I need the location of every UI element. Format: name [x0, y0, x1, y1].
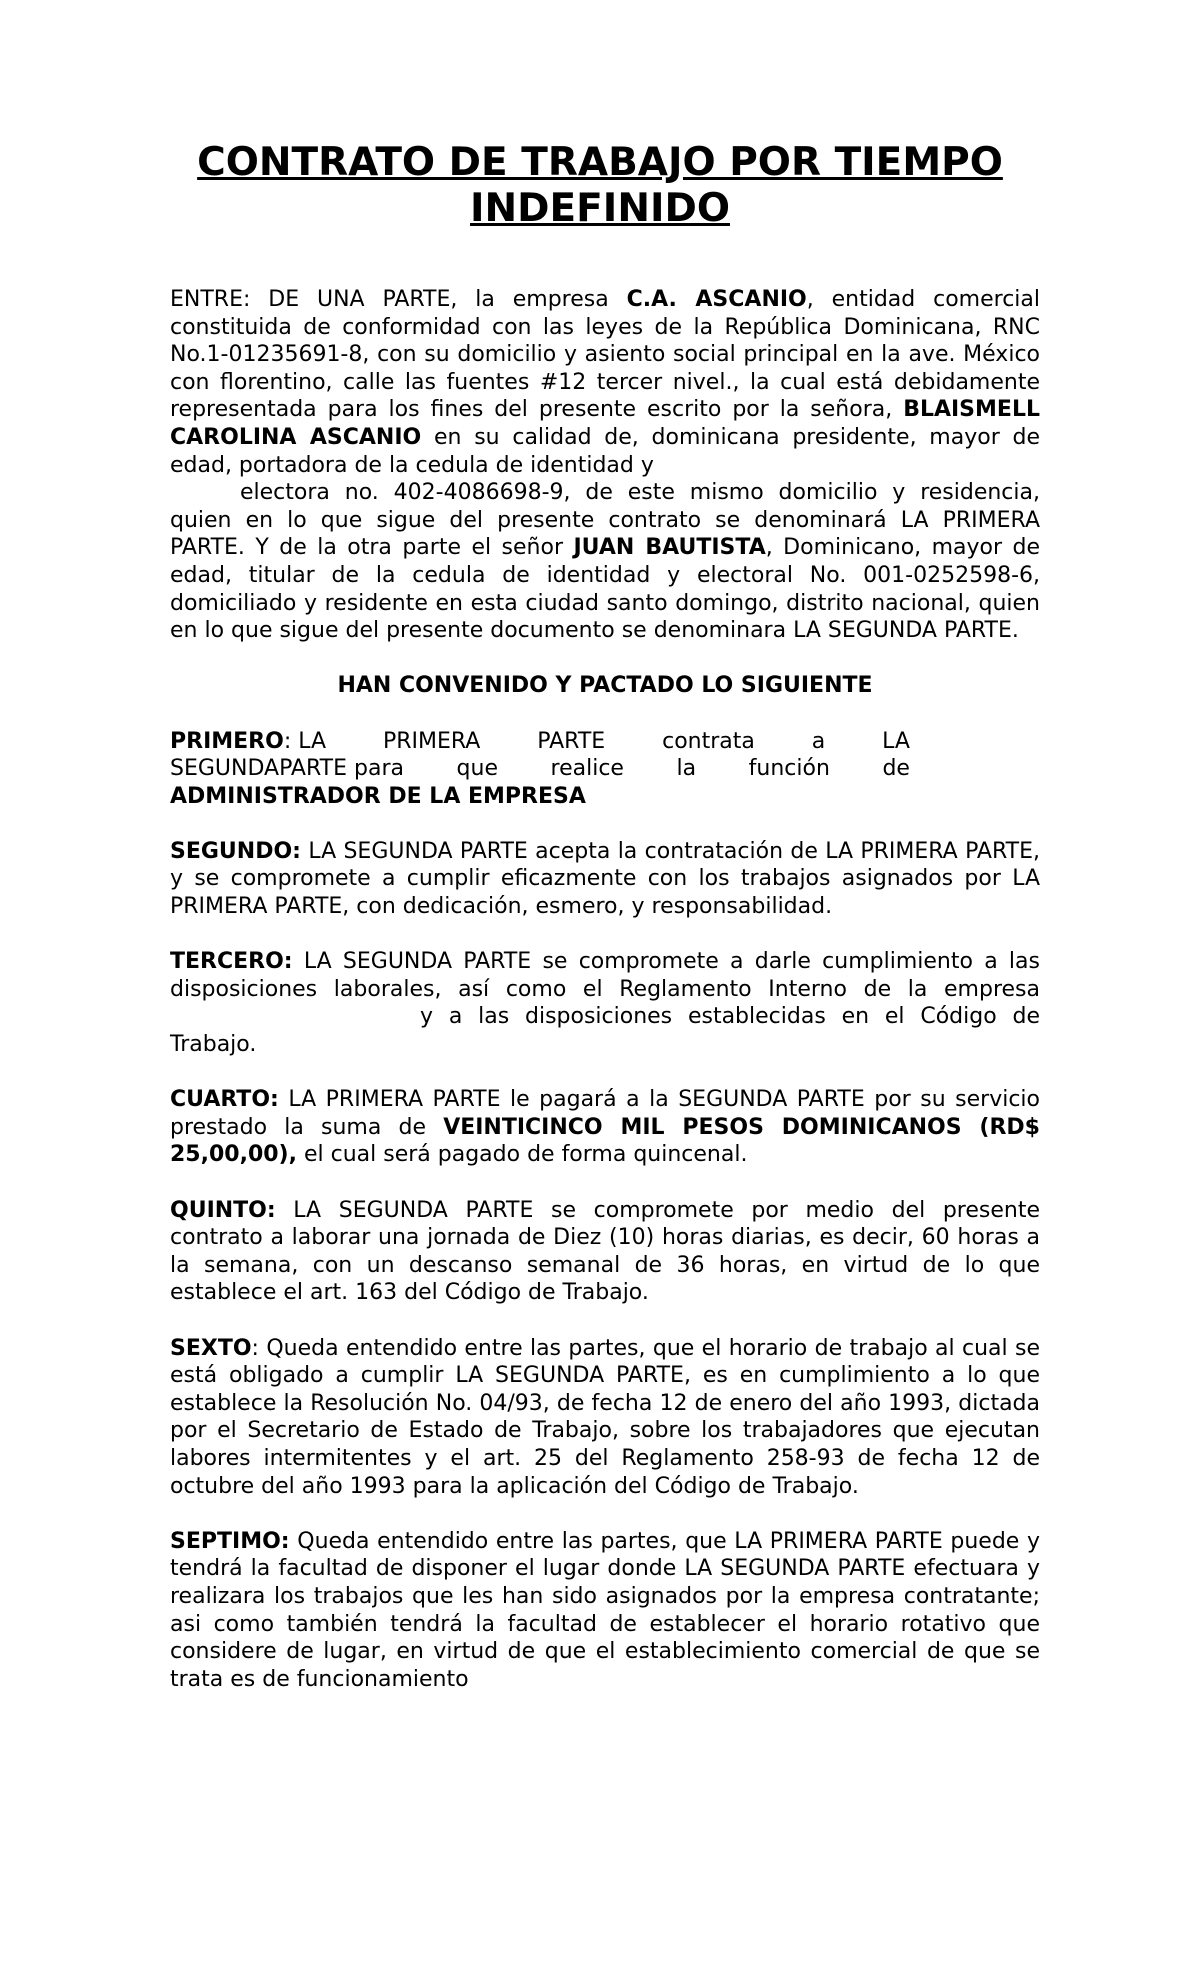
company-name: C.A. ASCANIO [626, 287, 807, 312]
clause-text-quinto: LA SEGUNDA PARTE se compromete por medio del presente contrato a laborar una jornada de Diez (10) horas diarias, es decir, 60 horas a la semana, con un descanso semanal de 36 horas, en virtud de lo que establece el art. 163 del Código de Trabajo. [170, 1197, 1040, 1306]
clause-text-cuarto-2: el cual será pagado de forma quincenal. [296, 1142, 748, 1168]
clause-text-cuarto-1: LA PRIMERA PARTE le pagará a la SEGUNDA PARTE por su servicio prestado la suma de [170, 1087, 1040, 1140]
intro-text-3: en su calidad de, dominicana presidente, mayor de edad, portadora de la cedula de identidad y [170, 424, 1040, 478]
document-body [170, 286, 1040, 1721]
primero-colon: : [283, 728, 292, 754]
clause-label-segundo: SEGUNDO: [170, 838, 301, 864]
employee-name: JUAN BAUTISTA [573, 535, 766, 561]
intro-text-5: , Dominicano, mayor de edad, titular de la cedula de identidad y electoral No. 001-0252598-6, domiciliado y residente en esta ciudad santo domingo, distrito nacional, quien en lo que sigue del presente documento se denominara LA SEGUNDA PARTE. [170, 535, 1040, 644]
clause-sexto [170, 1335, 1040, 1501]
clause-label-quinto: QUINTO: [170, 1197, 276, 1223]
primero-word: de [882, 756, 910, 782]
primero-word: PRIMERA [382, 728, 481, 754]
primero-row-3 [170, 783, 910, 811]
representative-name: BLAISMELL CAROLINA ASCANIO [170, 397, 1040, 450]
clause-text-sexto: : Queda entendido entre las partes, que el horario de trabajo al cual se está obligado a cumplir LA SEGUNDA PARTE, es en cumplimiento a lo que establece la Resolución No. 04/93, de fecha 12 de enero del año 1993, dictada por el Secretario de Estado de Trabajo, sobre los trabajadores que ejecutan labores intermitentes y el art. 25 del Reglamento 258-93 de fecha 12 de octubre del año 1993 para la aplicación del Código de Trabajo. [170, 1335, 1040, 1499]
intro-text-2: , entidad comercial constituida de conformidad con las leyes de la República Dominicana, RNC No.1-01235691-8, con su domicilio y asiento social principal en la ave. México con florentino, calle las fuentes #12 tercer nivel., la cual está debidamente representada para los fines del presente escrito por la señora, [170, 287, 1041, 423]
intro-text-4: electora no. 402-4086698-9, de este mismo domicilio y residencia, quien en lo que sigue del presente contrato se denominará LA PRIMERA PARTE. Y de la otra parte el señor [170, 480, 1040, 561]
primero-row-1 [170, 728, 910, 756]
clause-segundo [170, 838, 1040, 921]
primero-word: que [456, 756, 498, 782]
title-line-2: INDEFINIDO [470, 186, 730, 231]
job-title: ADMINISTRADOR DE LA EMPRESA [170, 783, 586, 809]
primero-word: a [811, 728, 826, 754]
clause-text-tercero-1: LA SEGUNDA PARTE se compromete a darle cumplimiento a las disposiciones laborales, así como el Reglamento Interno de la empresa [170, 949, 1040, 1002]
document-title [170, 140, 1030, 232]
clause-quinto [170, 1197, 1040, 1307]
section-heading: HAN CONVENIDO Y PACTADO LO SIGUIENTE [337, 673, 873, 699]
clause-septimo [170, 1528, 1040, 1694]
clause-label-tercero: TERCERO: [170, 949, 293, 975]
intro-paragraph [170, 286, 1040, 645]
intro-text-1: ENTRE: DE UNA PARTE, la empresa [170, 287, 627, 312]
clause-tercero [170, 948, 1040, 1058]
clause-label-septimo: SEPTIMO: [170, 1528, 290, 1554]
title-line-1: CONTRATO DE TRABAJO POR TIEMPO [197, 140, 1003, 185]
primero-lead [170, 728, 326, 756]
primero-word: SEGUNDAPARTE para [170, 756, 404, 782]
clause-label-sexto: SEXTO [170, 1335, 252, 1361]
primero-word: la [676, 756, 697, 782]
clause-label-cuarto: CUARTO: [170, 1087, 279, 1113]
clause-primero [170, 728, 910, 811]
salary-amount: VEINTICINCO MIL PESOS DOMINICANOS (RD$ 25,00,00), [170, 1114, 1040, 1168]
clause-label-primero: PRIMERO [170, 728, 284, 754]
clause-text-septimo: Queda entendido entre las partes, que LA PRIMERA PARTE puede y tendrá la facultad de disponer el lugar donde LA SEGUNDA PARTE efectuara y realizara los trabajos que les han sido asignados por la empresa contratante; asi como también tendrá la facultad de establecer el horario rotativo que considere de lugar, en virtud de que el establecimiento comercial de que se trata es de funcionamiento [170, 1528, 1040, 1692]
primero-word: PARTE [537, 728, 606, 754]
primero-word: contrata [662, 728, 755, 754]
primero-row-2 [170, 755, 910, 783]
clause-text-tercero-2: y a las disposiciones establecidas en el Código de Trabajo. [170, 1004, 1040, 1058]
primero-word: LA [882, 728, 910, 754]
clause-cuarto [170, 1086, 1040, 1169]
primero-word: función [748, 756, 830, 782]
clause-text-segundo: LA SEGUNDA PARTE acepta la contratación de LA PRIMERA PARTE, y se compromete a cumplir eficazmente con los trabajos asignados por LA PRIMERA PARTE, con dedicación, esmero, y responsabilidad. [170, 838, 1040, 920]
primero-word: LA [298, 728, 327, 754]
primero-word: realice [550, 756, 624, 782]
